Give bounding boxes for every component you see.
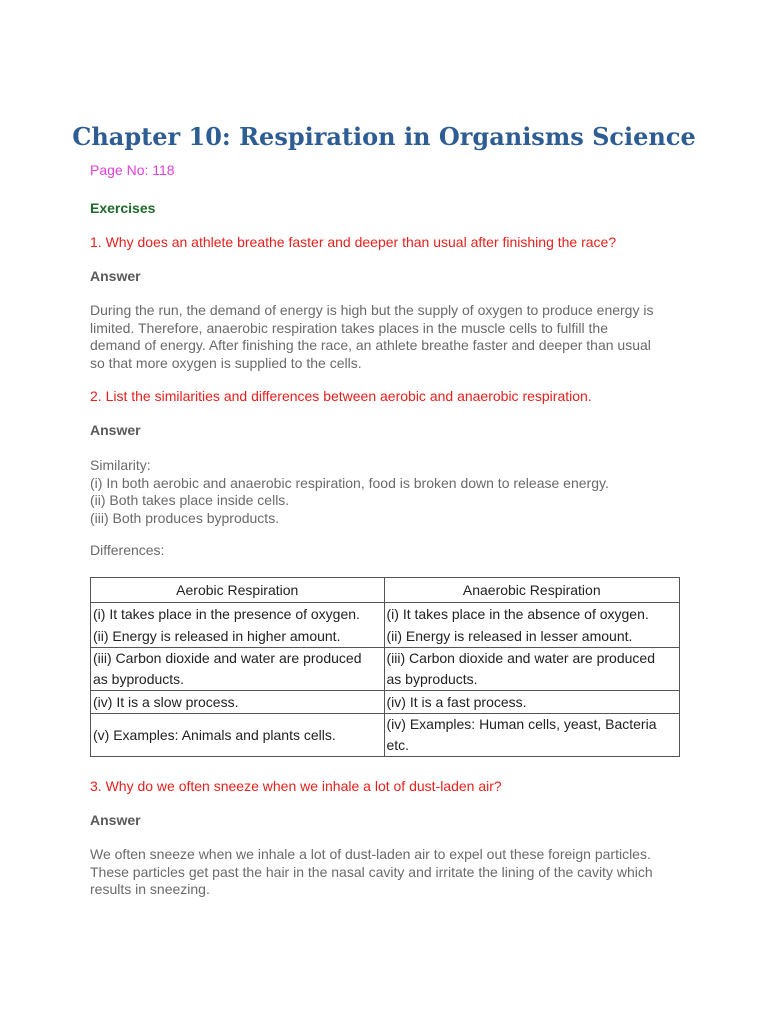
answer-1-line: so that more oxygen is supplied to the cells. xyxy=(90,354,362,371)
table-row xyxy=(91,603,680,648)
table-cell xyxy=(91,603,385,648)
answer-1-line: limited. Therefore, anaerobic respiration takes places in the muscle cells to fulfill the xyxy=(90,319,608,336)
answer-label-3: Answer xyxy=(90,812,141,828)
column-header-aerobic: Aerobic Respiration xyxy=(91,578,385,603)
page-title: Chapter 10: Respiration in Organisms Science xyxy=(72,122,696,151)
similarity-line: (iii) Both produces byproducts. xyxy=(90,509,280,526)
cell-line: (ii) Energy is released in lesser amount. xyxy=(386,628,633,644)
table-row xyxy=(91,648,680,691)
similarity-line: (i) In both aerobic and anaerobic respiration, food is broken down to release energy. xyxy=(90,474,609,491)
cell-line: (iii) Carbon dioxide and water are produced xyxy=(386,650,655,666)
answer-1-line: demand of energy. After finishing the race, an athlete breathe faster and deeper than usual xyxy=(90,337,651,353)
question-1: 1. Why does an athlete breathe faster and deeper than usual after finishing the race? xyxy=(90,234,617,250)
page-number: Page No: 118 xyxy=(90,162,175,178)
table-row xyxy=(91,691,680,714)
similarity-text xyxy=(90,457,690,527)
cell-line: (iv) It is a fast process. xyxy=(386,693,527,710)
answer-3-line: results in sneezing. xyxy=(90,881,210,897)
table-cell xyxy=(384,648,680,691)
answer-3-line: These particles get past the hair in the nasal cavity and irritate the lining of the cavity which xyxy=(90,863,653,880)
table-row xyxy=(91,714,680,757)
answer-label-2: Answer xyxy=(90,422,141,438)
answer-3-text xyxy=(90,846,690,899)
cell-line: as byproducts. xyxy=(386,671,478,687)
cell-line: (i) It takes place in the presence of oxygen. xyxy=(93,606,360,622)
cell-line: (v) Examples: Animals and plants cells. xyxy=(93,726,336,743)
cell-line: (iv) It is a slow process. xyxy=(93,693,239,710)
table-cell xyxy=(91,714,385,757)
section-heading: Exercises xyxy=(90,200,156,216)
question-2: 2. List the similarities and differences between aerobic and anaerobic respiration. xyxy=(90,388,592,404)
answer-1-text xyxy=(90,302,690,372)
answer-3-line: We often sneeze when we inhale a lot of dust-laden air to expel out these foreign particles. xyxy=(90,846,651,862)
similarity-line: (ii) Both takes place inside cells. xyxy=(90,492,290,508)
cell-line: (iv) Examples: Human cells, yeast, Bacteria xyxy=(386,716,657,732)
cell-line: (ii) Energy is released in higher amount. xyxy=(93,628,341,644)
cell-line: etc. xyxy=(386,737,410,753)
answer-label-1: Answer xyxy=(90,268,141,284)
table-cell xyxy=(91,691,385,714)
cell-line: as byproducts. xyxy=(93,671,185,687)
differences-label: Differences: xyxy=(90,542,165,558)
cell-line: (iii) Carbon dioxide and water are produced xyxy=(93,650,362,666)
table-cell xyxy=(384,691,680,714)
table-cell xyxy=(91,648,385,691)
similarity-line: Similarity: xyxy=(90,457,151,473)
table-header-row xyxy=(91,578,680,603)
comparison-table xyxy=(90,577,680,757)
column-header-anaerobic: Anaerobic Respiration xyxy=(384,578,680,603)
cell-line: (i) It takes place in the absence of oxygen. xyxy=(386,606,649,622)
answer-1-line: During the run, the demand of energy is high but the supply of oxygen to produce energy is xyxy=(90,302,654,318)
question-3: 3. Why do we often sneeze when we inhale a lot of dust-laden air? xyxy=(90,778,502,794)
table-cell xyxy=(384,714,680,757)
table-cell xyxy=(384,603,680,648)
